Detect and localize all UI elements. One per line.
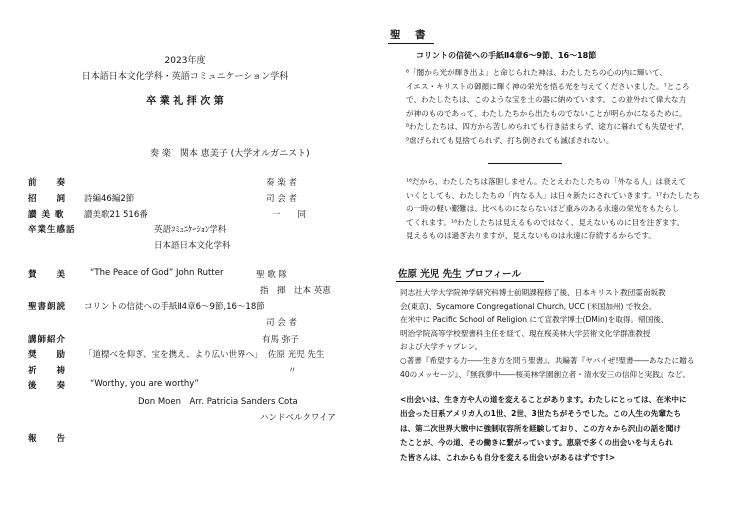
profile-line: 明治学院高等学校聖書科主任を経て、現在桜美林大学芸術文化学群准教授	[400, 328, 651, 338]
program-content: 讃美歌21 516番	[84, 210, 148, 220]
service-title: 卒 業 礼 拝 次 第	[146, 96, 224, 107]
program-label: 前 奏	[28, 178, 67, 188]
scripture-line: ⁶「闇から光が輝き出よ」と命じられた神は、わたしたちの心の内に輝いて、	[406, 68, 668, 77]
scripture-line: の一時の軽い艱難は、比べものにならないほど重みのある永遠の栄光をもたらし	[406, 204, 680, 214]
scripture-line: いくとしても、わたしたちの「内なる人」は日々新たにされていきます。¹⁷わたしたち	[406, 190, 701, 200]
program-row	[28, 364, 358, 376]
program-label: 聖書朗読	[28, 302, 67, 312]
program-person: 司 会 者	[266, 318, 297, 328]
program-content: 英語ｺﾐｭﾆｹｰｼｮﾝ学科	[154, 225, 227, 235]
program-label: 後 奏	[28, 381, 67, 391]
program-label: 奨 励	[28, 350, 67, 360]
scripture-line: イエス・キリストの御顔に輝く神の栄光を悟る光を与えてくださいました。⁷ところ	[406, 81, 690, 91]
message-line: <出会いは、生き方や人の道を変えることがあります。わたしにとっては、在米中に	[400, 395, 687, 404]
program-row	[28, 208, 358, 220]
program-person: 佐原 光児 先生	[268, 350, 325, 360]
program-row	[28, 379, 358, 391]
scripture-heading: 聖 書	[390, 29, 428, 41]
program-content: 「道標べを仰ぎ、宝を携え、より広い世界へ」	[84, 350, 263, 360]
program-row	[28, 432, 358, 444]
program-row	[28, 223, 358, 235]
program-row	[28, 316, 358, 328]
program-label: 祈 祷	[28, 366, 67, 376]
program-person: 奏 楽 者	[266, 178, 297, 188]
program-person: ハンドベルクワイア	[260, 413, 336, 423]
scripture-page	[370, 0, 730, 505]
profile-line: 同志社大学大学院神学研究科博士前期課程修了後、日本キリスト教団霊南坂教	[400, 288, 666, 297]
program-row	[28, 284, 358, 296]
program-row	[28, 411, 358, 423]
profile-line: 40のメッセージ』、『無我夢中――桜美林学園創立者・清水安三の信仰と実践』など。	[400, 369, 691, 379]
profile-heading: 佐原 光児 先生 プロフィール	[398, 269, 521, 280]
scripture-passage-1	[406, 66, 718, 148]
departments-label: 日本語日本文化学科・英語コミュニケーション学科	[81, 72, 289, 82]
profile-text	[400, 286, 712, 381]
scripture-passage-2	[406, 175, 718, 243]
program-person: 聖 歌 隊	[256, 270, 287, 280]
program-label: 報 告	[28, 434, 67, 444]
program-row	[28, 348, 358, 360]
program-label: 講師紹介	[28, 335, 67, 345]
program-content: コリントの信徒への手紙Ⅱ4章6～9節,16～18節	[84, 302, 265, 312]
program-content: Don Moen Arr. Patricia Sanders Cota	[138, 397, 298, 407]
profile-line: および大学チャプレン。	[400, 342, 483, 352]
speaker-message	[400, 393, 712, 465]
program-row	[28, 300, 358, 312]
program-person: 指 揮 辻本 英恵	[260, 286, 331, 296]
program-content: “Worthy, you are worthy”	[90, 379, 199, 389]
program-row	[28, 395, 358, 407]
scripture-line: ⁸わたしたちは、四方から苦しめられても行き詰まらず、途方に暮れても失望せず、	[406, 122, 689, 132]
passage-divider	[488, 163, 562, 164]
program-label: 賛 美	[28, 270, 67, 280]
organist-line: 奏 楽 関本 恵美子 (大学オルガニスト)	[150, 149, 310, 159]
year-label: 2023年度	[164, 56, 206, 66]
program-person: 一 同	[272, 210, 307, 220]
scripture-line: 見えるものは過ぎ去りますが、見えないものは永遠に存続するからです。	[406, 231, 656, 241]
profile-line: 会(東京)、Sycamore Congregational Church, UCC (米国加州) で牧会。	[400, 301, 657, 311]
scripture-line: が神のものであって、わたしたちから出たものでないことが明らかになるために。	[406, 108, 687, 118]
scripture-reference: コリントの信徒への手紙Ⅱ4章6～9節、16～18節	[416, 51, 597, 60]
program-row	[28, 192, 358, 204]
program-person: 有馬 弥子	[262, 335, 299, 345]
program-content: 詩編46編2節	[84, 194, 135, 204]
message-line: は、第二次世界大戦中に強制収容所を経験しており、この方々から沢山の話を聞け	[400, 423, 681, 433]
program-row	[28, 268, 358, 280]
program-row	[28, 333, 358, 345]
scripture-line: ¹⁶だから、わたしたちは落胆しません。たとえわたしたちの「外なる人」は衰えて	[406, 177, 686, 186]
scripture-line: ⁹虐げられても見捨てられず、打ち倒されても滅ぼされない。	[406, 135, 614, 145]
program-person: 〃	[288, 366, 297, 376]
profile-line: 在米中に Pacific School of Religion にて宣教学博士(DMin)を取得。帰国後、	[400, 315, 669, 325]
message-line: た皆さんは、これからも自分を変える出会いがあるはずです!>	[400, 452, 616, 462]
scripture-line: で、わたしたちは、このような宝を土の器に納めています。この並外れて偉大な力	[406, 95, 687, 105]
program-person: 司 会 者	[266, 194, 297, 204]
message-line: 出会った日系アメリカ人の1世、2世、3世たちがそうでした。この人生の先輩たち	[400, 409, 682, 419]
program-row	[28, 176, 358, 188]
program-content: 日本語日本文化学科	[154, 241, 231, 251]
program-label: 卒業生感話	[28, 225, 76, 235]
program-row	[28, 239, 358, 251]
scripture-line: てくれます。¹⁸わたしたちは見えるものではなく、見えないものに目を注ぎます。	[406, 217, 685, 227]
program-label: 招 詞	[28, 194, 67, 204]
program-label: 讃 美 歌	[28, 210, 65, 220]
profile-line: ○著書『希望する力――生き方を問う聖書』、共編著『ヤバイぜ!聖書――あなたに贈る	[400, 355, 695, 365]
scripture-heading-rule	[388, 43, 434, 44]
message-line: たことが、今の道、その働きに繋がっています。恵泉で多くの出会いを与えられ	[400, 438, 673, 448]
profile-heading-rule	[396, 281, 544, 282]
program-content: “The Peace of God” John Rutter	[90, 268, 224, 278]
